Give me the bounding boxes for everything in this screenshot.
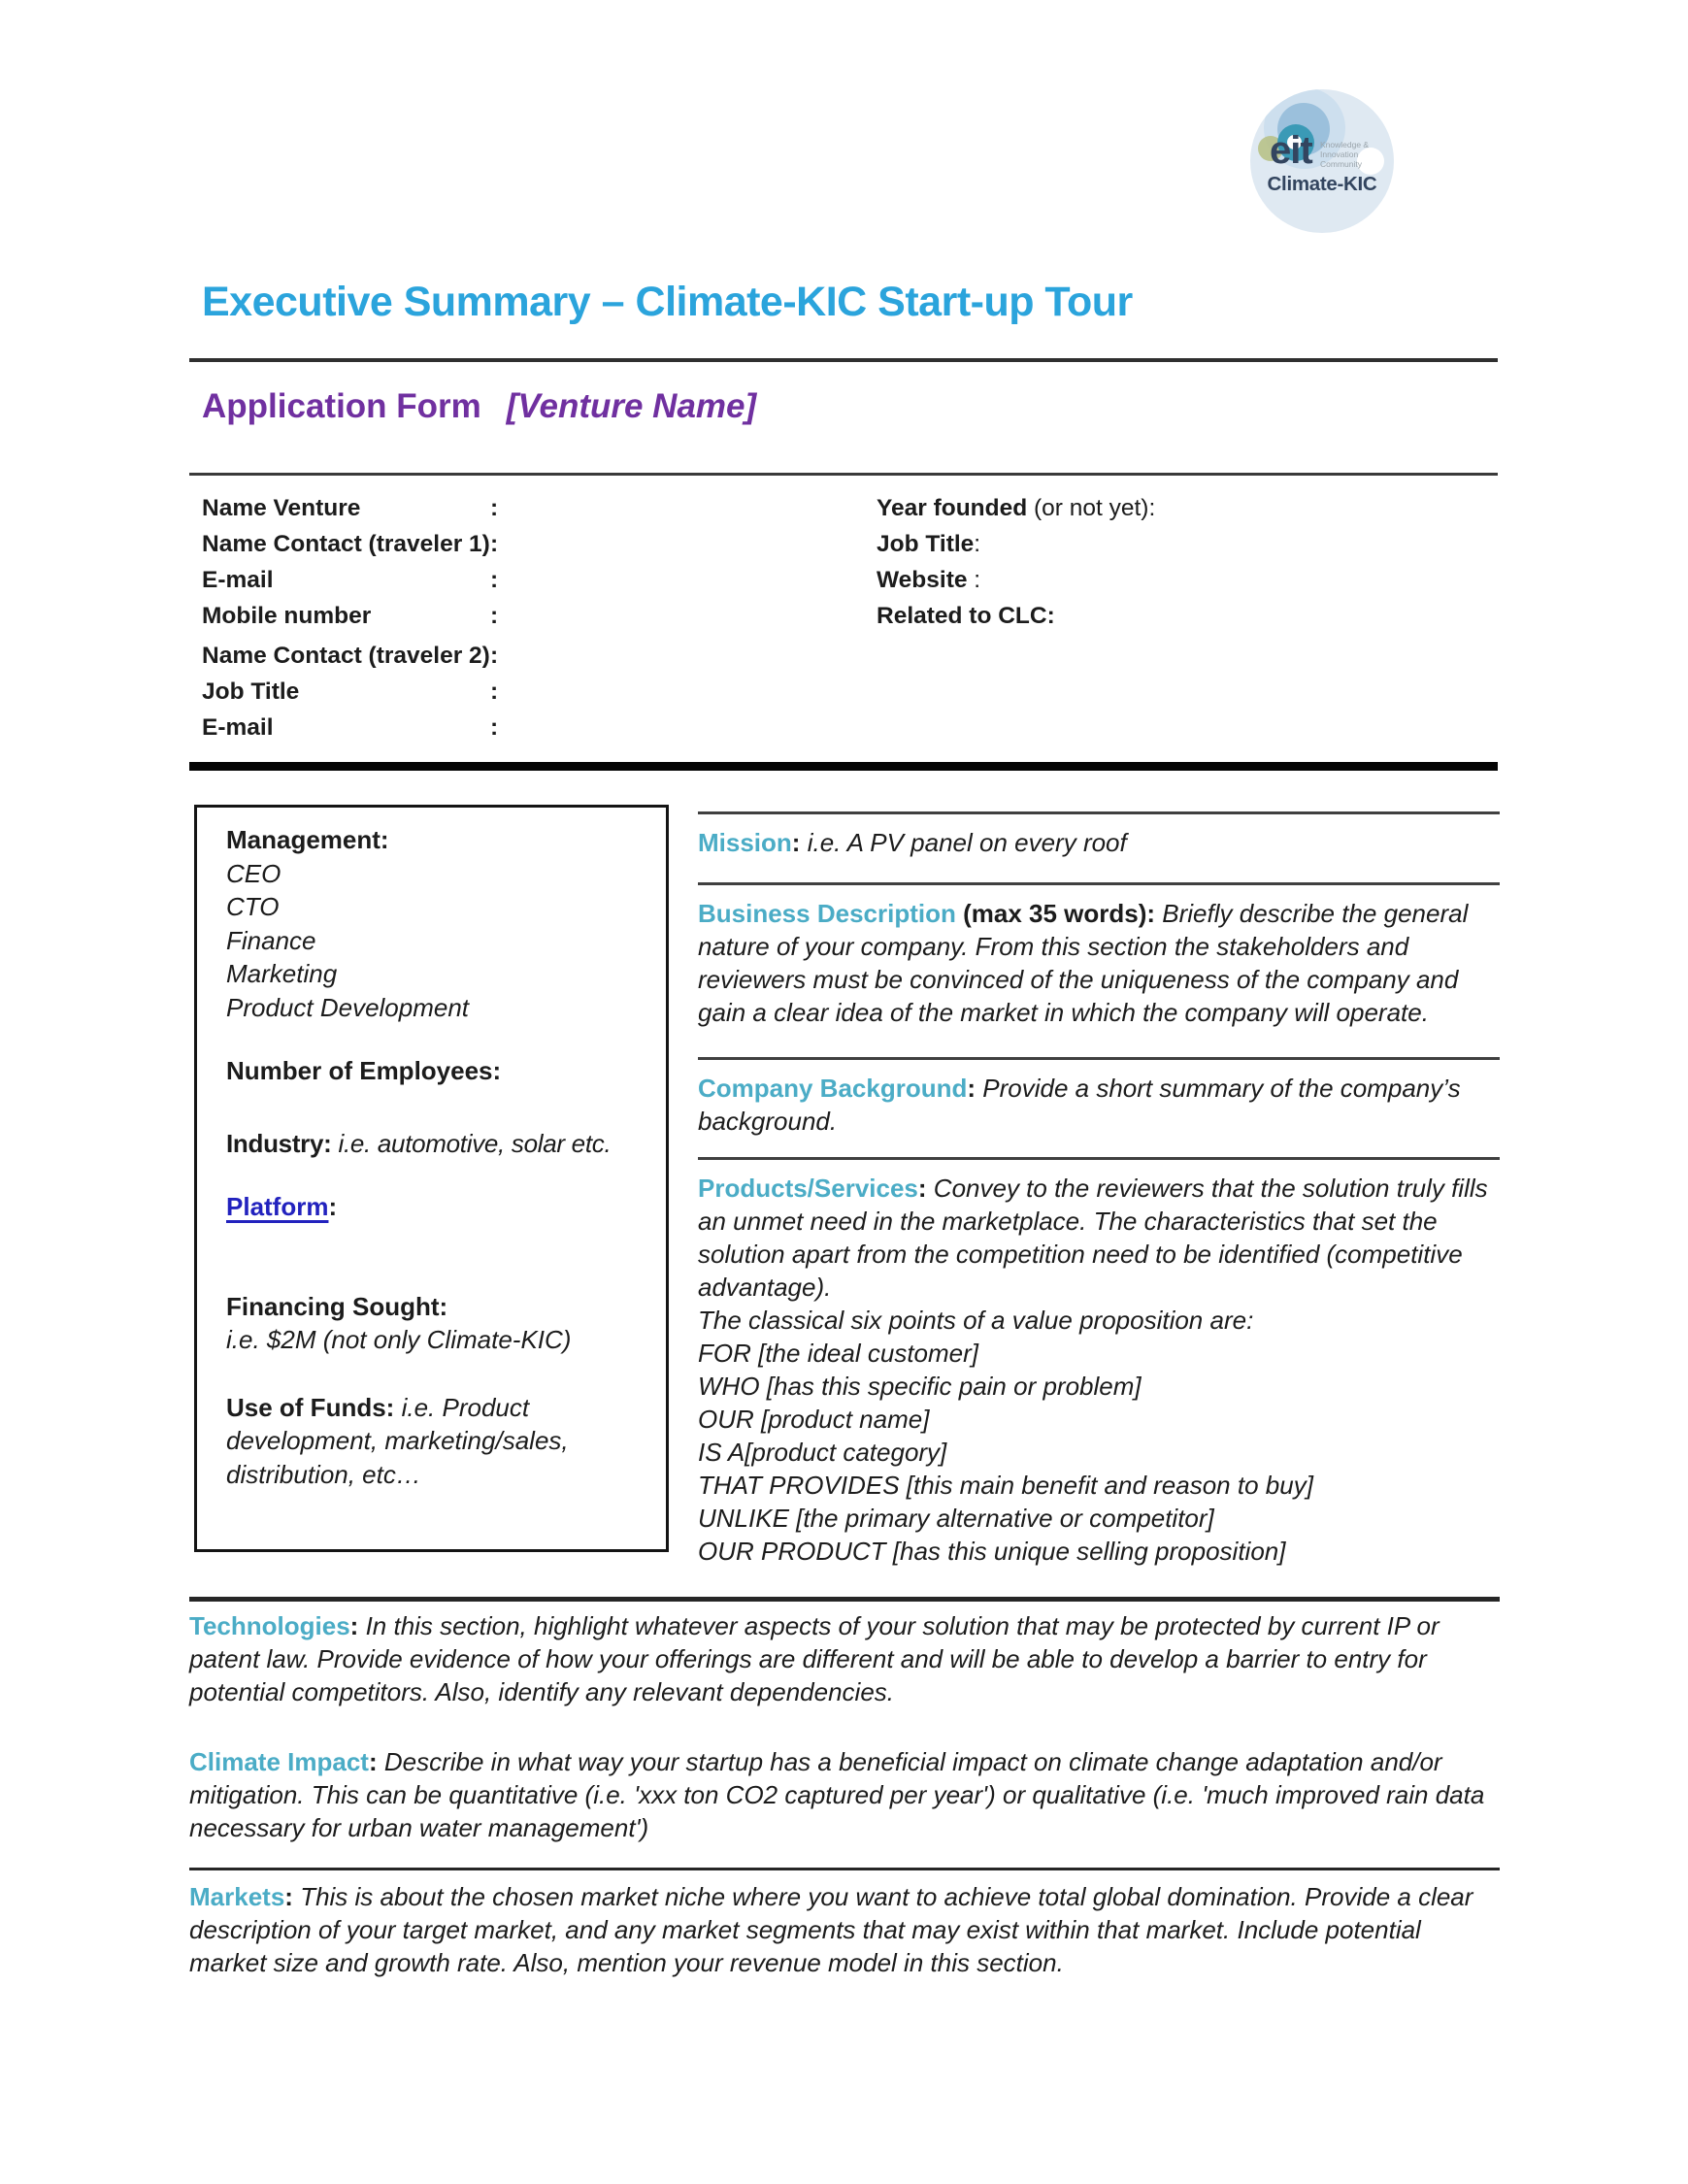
financing-label: Financing Sought: — [226, 1291, 448, 1321]
employees-label: Number of Employees: — [226, 1056, 502, 1085]
value-prop-our: OUR [product name] — [698, 1405, 930, 1434]
platform-field: Platform: — [226, 1192, 338, 1221]
climate-impact-label: Climate Impact — [189, 1747, 369, 1776]
field-name-contact-2: Name Contact (traveler 2) : — [202, 643, 499, 669]
field-name-contact-1: Name Contact (traveler 1) : — [202, 531, 499, 557]
field-mobile-number: Mobile number : — [202, 603, 499, 629]
role-product-development: Product Development — [226, 992, 470, 1022]
section-thick-divider — [189, 762, 1498, 771]
field-email-2: E-mail : — [202, 714, 499, 741]
technologies-label: Technologies — [189, 1611, 350, 1640]
technologies-text: In this section, highlight whatever aspects of your solution that may be protected by current IP or patent law. Provide evidence of how your offerings are different and will be able to develop a barrier to entry for potential competitors. Also, identify any relevant dependencies. — [189, 1611, 1440, 1706]
field-website: Website : — [877, 567, 981, 593]
business-description-note: (max 35 words): — [963, 899, 1156, 928]
products-services-section — [698, 1157, 1500, 1568]
climate-impact-text: Describe in what way your startup has a beneficial impact on climate change adaptation and/or mitigation. This can be quantitative (i.e. 'xxx ton CO2 captured per year') or qualitative (i.e. 'much improved rain data necessary for urban water management') — [189, 1747, 1485, 1842]
application-form-label: Application Form — [202, 387, 481, 425]
value-prop-is-a: IS A[product category] — [698, 1438, 947, 1467]
business-description-text: Briefly describe the general nature of your company. From this section the stakeholders and reviewers must be convinced of the uniqueness of the company and gain a clear idea of the market in which the company will operate. — [698, 899, 1469, 1027]
mission-text: i.e. A PV panel on every roof — [807, 828, 1127, 857]
platform-link[interactable]: Platform — [226, 1192, 329, 1221]
role-cto: CTO — [226, 892, 280, 921]
value-prop-who: WHO [has this specific pain or problem] — [698, 1372, 1142, 1401]
company-background-text: Provide a short summary of the company’s background. — [698, 1074, 1461, 1136]
markets-section: Markets: This is about the chosen market niche where you want to achieve total global domination. Provide a clear description of your target market, and any market segments that may exist within that market. Include potential market size and growth rate. Also, mention your revenue model in this section. — [189, 1868, 1500, 1979]
value-prop-unlike: UNLIKE [the primary alternative or competitor] — [698, 1504, 1214, 1533]
application-form-heading — [202, 387, 756, 426]
value-prop-for: FOR [the ideal customer] — [698, 1339, 978, 1368]
company-facts-box — [194, 805, 669, 1552]
role-finance: Finance — [226, 925, 316, 955]
mission-section: Mission: i.e. A PV panel on every roof — [698, 811, 1500, 859]
business-description-section — [698, 882, 1500, 1029]
products-services-paragraph: Products/Services: Convey to the reviewers that the solution truly fills an unmet need in the marketplace. The characteristics that set the solution apart from the competition need to be identified (competitive advantage). — [698, 1174, 1488, 1302]
products-services-label: Products/Services — [698, 1174, 918, 1203]
page-title: Executive Summary – Climate-KIC Start-up Tour — [202, 279, 1133, 325]
value-proposition-intro: The classical six points of a value proposition are: — [698, 1306, 1254, 1335]
field-email-1: E-mail : — [202, 567, 499, 593]
field-name-venture: Name Venture : — [202, 495, 499, 521]
contact-left-column — [202, 490, 843, 745]
value-prop-that-provides: THAT PROVIDES [this main benefit and reason to buy] — [698, 1471, 1313, 1500]
markets-label: Markets — [189, 1882, 285, 1911]
logo-tagline: Knowledge & Innovation Community — [1320, 140, 1370, 169]
role-ceo: CEO — [226, 858, 281, 888]
field-year-founded: Year founded (or not yet): — [877, 495, 1156, 521]
eit-wordmark: eit — [1270, 129, 1312, 172]
company-background-label: Company Background — [698, 1074, 968, 1103]
use-of-funds-field: Use of Funds: i.e. Product development, marketing/sales, distribution, etc… — [226, 1392, 569, 1489]
management-label: Management: — [226, 825, 389, 854]
title-divider — [189, 358, 1498, 362]
industry-field: Industry: i.e. automotive, solar etc. — [226, 1128, 612, 1158]
role-marketing: Marketing — [226, 959, 338, 988]
contact-right-column — [877, 490, 1498, 634]
financing-hint: i.e. $2M (not only Climate-KIC) — [226, 1325, 572, 1354]
technologies-section: Technologies: In this section, highlight whatever aspects of your solution that may be protected by current IP or patent law. Provide evidence of how your offerings are different and will be able to develop a barrier to entry for potential competitors. Also, identify any relevant dependencies. — [189, 1597, 1500, 1708]
climate-impact-section: Climate Impact: Describe in what way your startup has a beneficial impact on climate change adaptation and/or mitigation. This can be quantitative (i.e. 'xxx ton CO2 captured per year') or qualitative (i.e. 'much improved rain data necessary for urban water management') — [189, 1747, 1485, 1842]
company-background-section: Company Background: Provide a short summary of the company’s background. — [698, 1057, 1500, 1138]
climate-kic-logo — [1250, 89, 1394, 233]
contact-top-divider — [189, 473, 1498, 476]
mission-label: Mission — [698, 828, 792, 857]
value-prop-our-product: OUR PRODUCT [has this unique selling proposition] — [698, 1537, 1286, 1566]
business-description-label: Business Description — [698, 899, 956, 928]
products-services-text: Convey to the reviewers that the solution truly fills an unmet need in the marketplace. The characteristics that set the solution apart from the competition need to be identified (competitive advantage). — [698, 1174, 1488, 1302]
markets-text: This is about the chosen market niche where you want to achieve total global domination. Provide a clear description of your target market, and any market segments that may exist within that market. Include potential market size and growth rate. Also, mention your revenue model in this section. — [189, 1882, 1473, 1977]
venture-name-placeholder: [Venture Name] — [506, 387, 757, 425]
field-job-title-1: Job Title: — [877, 531, 981, 557]
field-job-title-2: Job Title : — [202, 678, 499, 705]
field-related-to-clc: Related to CLC: — [877, 603, 1055, 629]
logo-brand-text: Climate-KIC — [1267, 173, 1377, 195]
